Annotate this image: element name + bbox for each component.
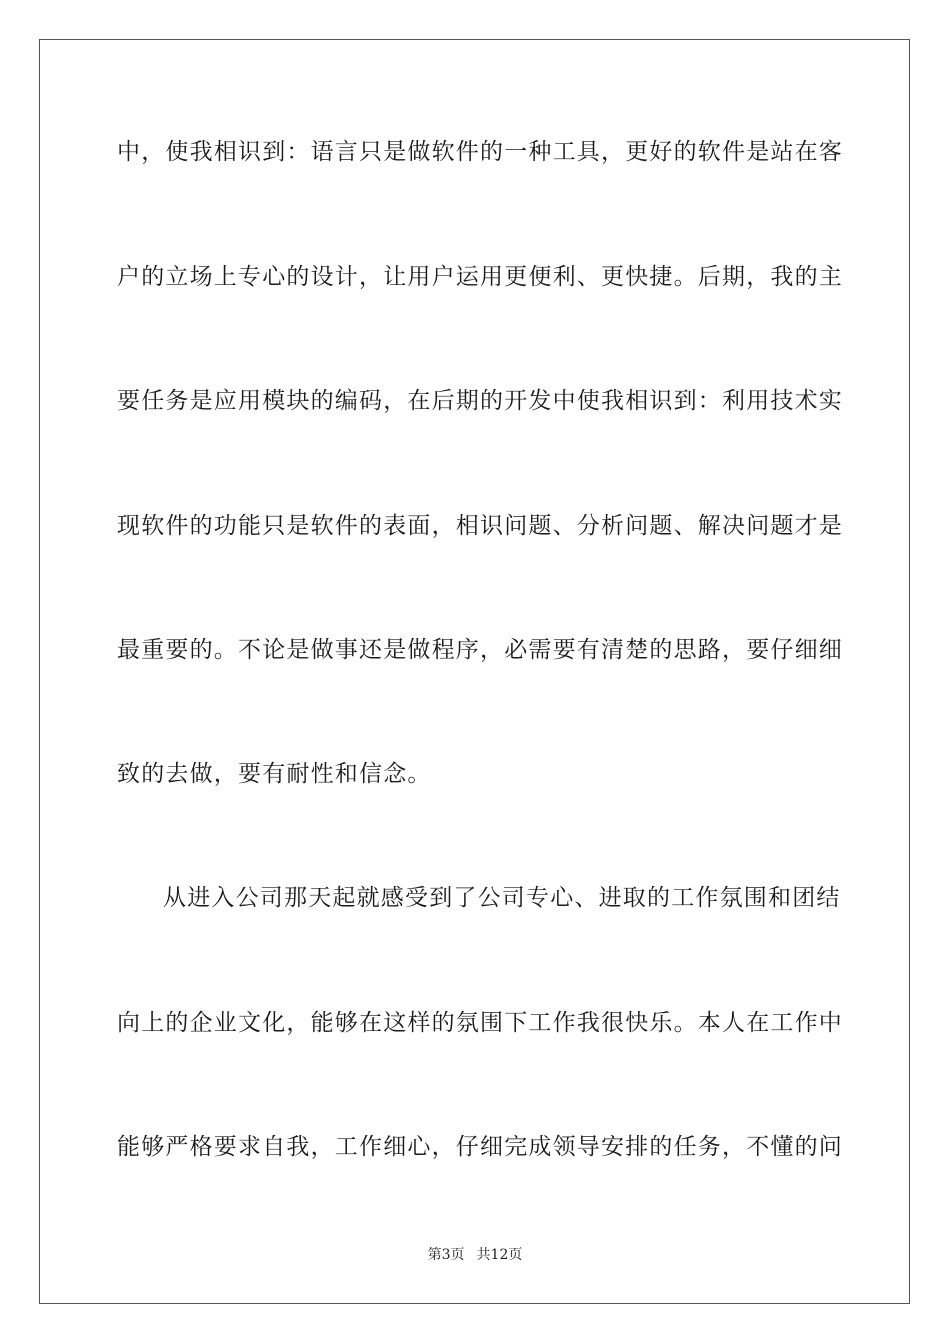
page-border	[39, 39, 910, 1304]
body-line: 能够严格要求自我，工作细心，仔细完成领导安排的任务，不懂的问	[117, 1134, 843, 1160]
body-line: 最重要的。不论是做事还是做程序，必需要有清楚的思路，要仔细细	[117, 637, 843, 663]
paragraph-first-line: 从进入公司那天起就感受到了公司专心、进取的工作氛围和团结	[163, 885, 841, 911]
page-number: 第3页	[427, 1247, 465, 1263]
body-line: 现软件的功能只是软件的表面，相识问题、分析问题、解决问题才是	[117, 513, 843, 539]
page-total: 共12页	[476, 1247, 523, 1263]
body-line: 致的去做，要有耐性和信念。	[117, 761, 432, 787]
page-footer	[0, 1246, 950, 1264]
body-line: 要任务是应用模块的编码，在后期的开发中使我相识到：利用技术实	[117, 388, 843, 414]
body-line: 户的立场上专心的设计，让用户运用更便利、更快捷。后期，我的主	[117, 264, 843, 290]
body-line: 中，使我相识到：语言只是做软件的一种工具，更好的软件是站在客	[117, 139, 843, 165]
body-line: 向上的企业文化，能够在这样的氛围下工作我很快乐。本人在工作中	[117, 1010, 843, 1036]
